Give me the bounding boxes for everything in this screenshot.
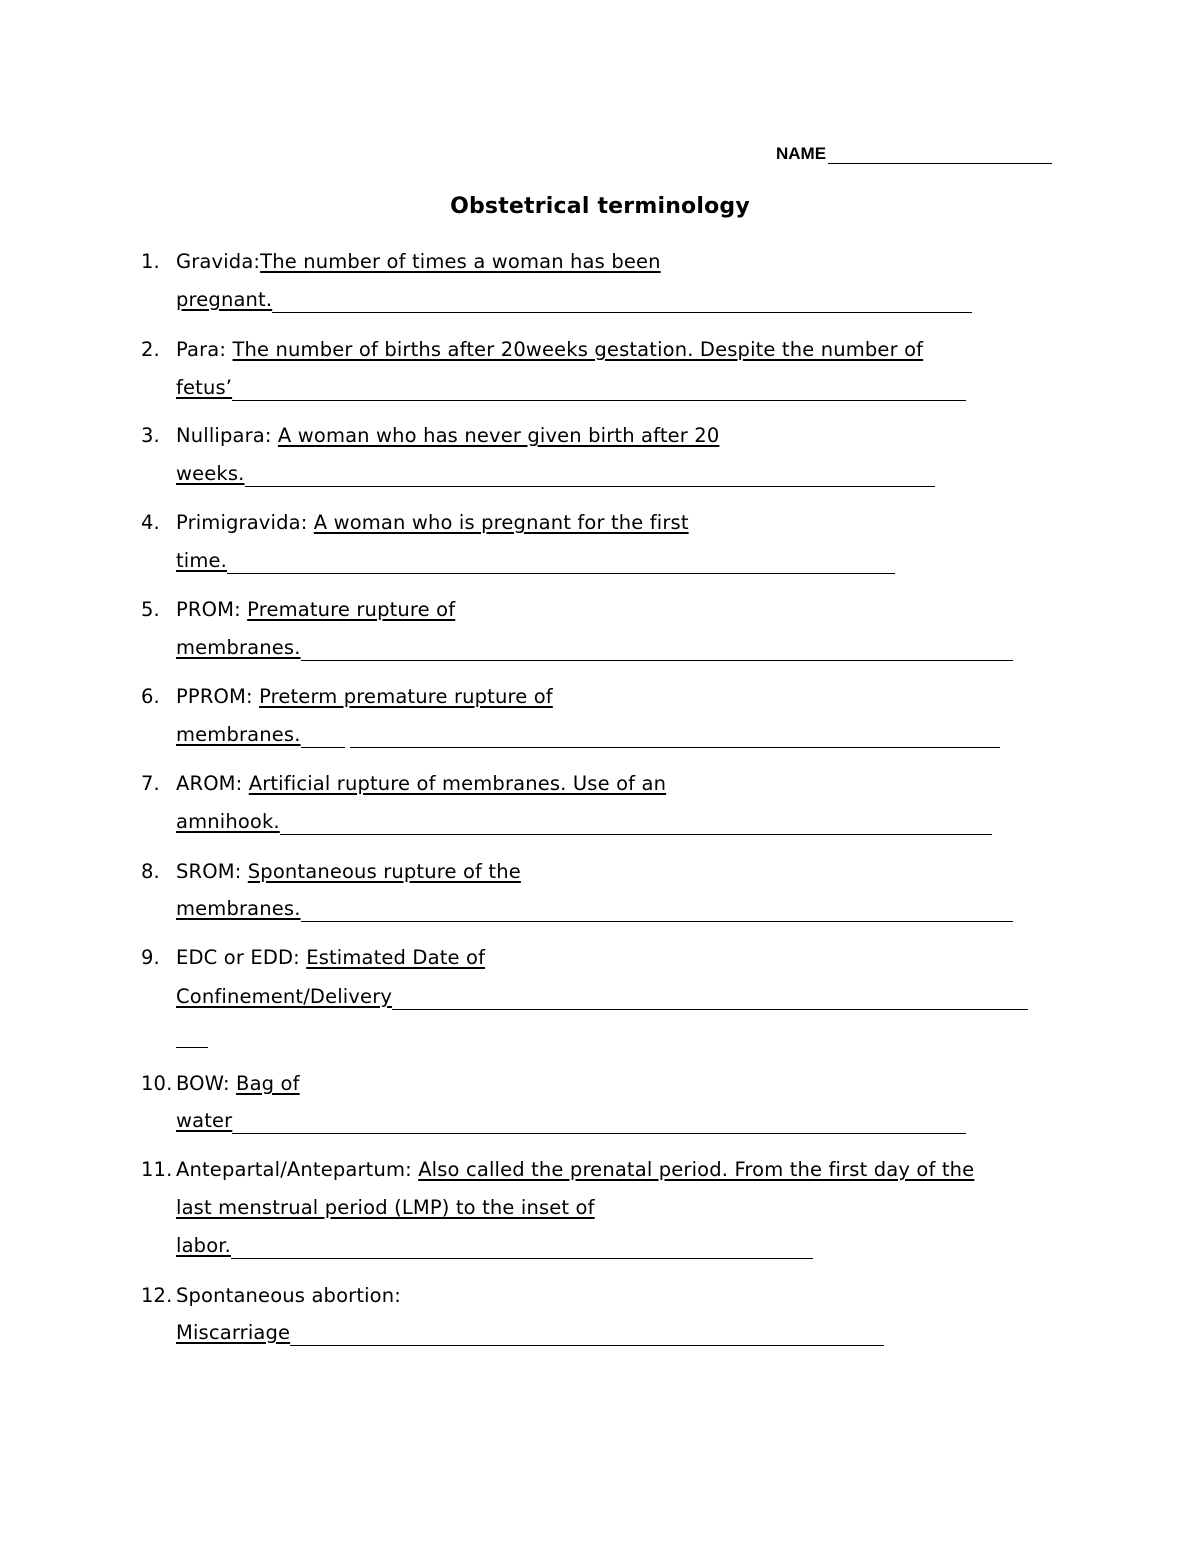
item-term-line: [176, 685, 553, 709]
answer-blank-line: [245, 463, 935, 487]
item-definition-cont: membranes.: [176, 723, 301, 746]
item-definition: Estimated Date of: [306, 946, 486, 969]
item-number: 12.: [141, 1284, 173, 1307]
item-term-line: [176, 772, 666, 796]
item-definition-cont: fetus’: [176, 376, 233, 399]
item-number: 3.: [141, 424, 160, 447]
item-definition-line: [176, 1234, 813, 1258]
answer-blank-line-continued: [176, 1025, 208, 1048]
item-number: 10.: [141, 1072, 173, 1095]
answer-blank-line: [392, 986, 1028, 1010]
item-definition: Artificial rupture of membranes. Use of an: [248, 772, 667, 795]
item-definition-cont: time.: [176, 549, 228, 572]
item-definition-line: [176, 636, 1013, 660]
item-term: AROM:: [176, 772, 249, 795]
item-term: Spontaneous abortion:: [176, 1284, 401, 1307]
item-number: 11.: [141, 1158, 173, 1181]
item-term-line: [176, 946, 485, 970]
item-definition: Premature rupture of: [247, 598, 456, 621]
name-blank-line[interactable]: [828, 145, 1052, 164]
item-definition-line: [176, 1321, 884, 1345]
item-definition: The number of times a woman has been: [260, 250, 661, 273]
item-number: 7.: [141, 772, 160, 795]
answer-blank-line: [290, 1322, 884, 1346]
item-definition-line: [176, 1109, 966, 1133]
item-definition-cont: Confinement/Delivery: [176, 985, 393, 1008]
item-definition-cont: membranes.: [176, 636, 301, 659]
item-definition: A woman who is pregnant for the first: [313, 511, 689, 534]
item-number: 4.: [141, 511, 160, 534]
item-number: 6.: [141, 685, 160, 708]
item-term: EDC or EDD:: [176, 946, 307, 969]
item-term: Nullipara:: [176, 424, 278, 447]
item-definition-cont: Miscarriage: [176, 1321, 291, 1344]
item-term-line: [176, 424, 719, 448]
item-term: BOW:: [176, 1072, 237, 1095]
item-number: 8.: [141, 860, 160, 883]
item-term-line: [176, 250, 661, 274]
item-definition-line: [176, 288, 972, 312]
item-term: Antepartal/Antepartum:: [176, 1158, 419, 1181]
item-definition-line: [176, 723, 1000, 747]
item-definition: Preterm premature rupture of: [259, 685, 553, 708]
item-definition: Spontaneous rupture of the: [247, 860, 521, 883]
page-title: Obstetrical terminology: [450, 194, 750, 219]
item-definition-cont: membranes.: [176, 897, 301, 920]
answer-blank-line: [301, 724, 345, 748]
item-definition-cont: amnihook.: [176, 810, 280, 833]
item-definition-line: [176, 897, 1013, 921]
answer-blank-line: [272, 289, 972, 313]
item-term-line: [176, 338, 923, 362]
answer-blank-line: [301, 898, 1013, 922]
item-definition-cont: pregnant.: [176, 288, 273, 311]
item-definition-line: [176, 810, 992, 834]
item-definition: Bag of: [236, 1072, 300, 1095]
item-definition-line: [176, 549, 895, 573]
name-field: [776, 144, 1052, 164]
answer-blank-line: [232, 1110, 966, 1134]
item-number: 9.: [141, 946, 160, 969]
item-term: Para:: [176, 338, 233, 361]
item-term-line: [176, 860, 521, 884]
name-label: NAME: [776, 144, 827, 163]
answer-blank-line: [227, 550, 895, 574]
item-term: SROM:: [176, 860, 248, 883]
item-term-line: [176, 598, 455, 622]
item-definition-cont: labor.: [176, 1234, 232, 1257]
item-number: 5.: [141, 598, 160, 621]
answer-blank-line: [232, 377, 966, 401]
item-term: Primigravida:: [176, 511, 314, 534]
item-definition-cont: weeks.: [176, 462, 245, 485]
item-number: 1.: [141, 250, 160, 273]
item-definition-cont: last menstrual period (LMP) to the inset of: [176, 1196, 595, 1219]
item-definition-line: [176, 462, 935, 486]
item-definition-line: [176, 1196, 595, 1220]
answer-blank-line: [301, 637, 1013, 661]
item-term-line: [176, 1072, 300, 1096]
answer-blank-line: [231, 1235, 813, 1259]
item-term-line: [176, 1158, 974, 1182]
item-term: PROM:: [176, 598, 248, 621]
answer-blank-line: [280, 811, 992, 835]
item-term-line: [176, 511, 689, 535]
item-definition: The number of births after 20weeks gestation. Despite the number of: [232, 338, 924, 361]
item-term: PPROM:: [176, 685, 260, 708]
item-definition-line: [176, 985, 1028, 1009]
item-term: Gravida:: [176, 250, 261, 273]
item-definition-line: [176, 376, 966, 400]
item-number: 2.: [141, 338, 160, 361]
answer-blank-line: [350, 724, 1000, 748]
item-term-line: [176, 1284, 401, 1308]
item-definition-cont: water: [176, 1109, 233, 1132]
item-definition: A woman who has never given birth after 20: [277, 424, 720, 447]
item-definition: Also called the prenatal period. From the first day of the: [418, 1158, 975, 1181]
